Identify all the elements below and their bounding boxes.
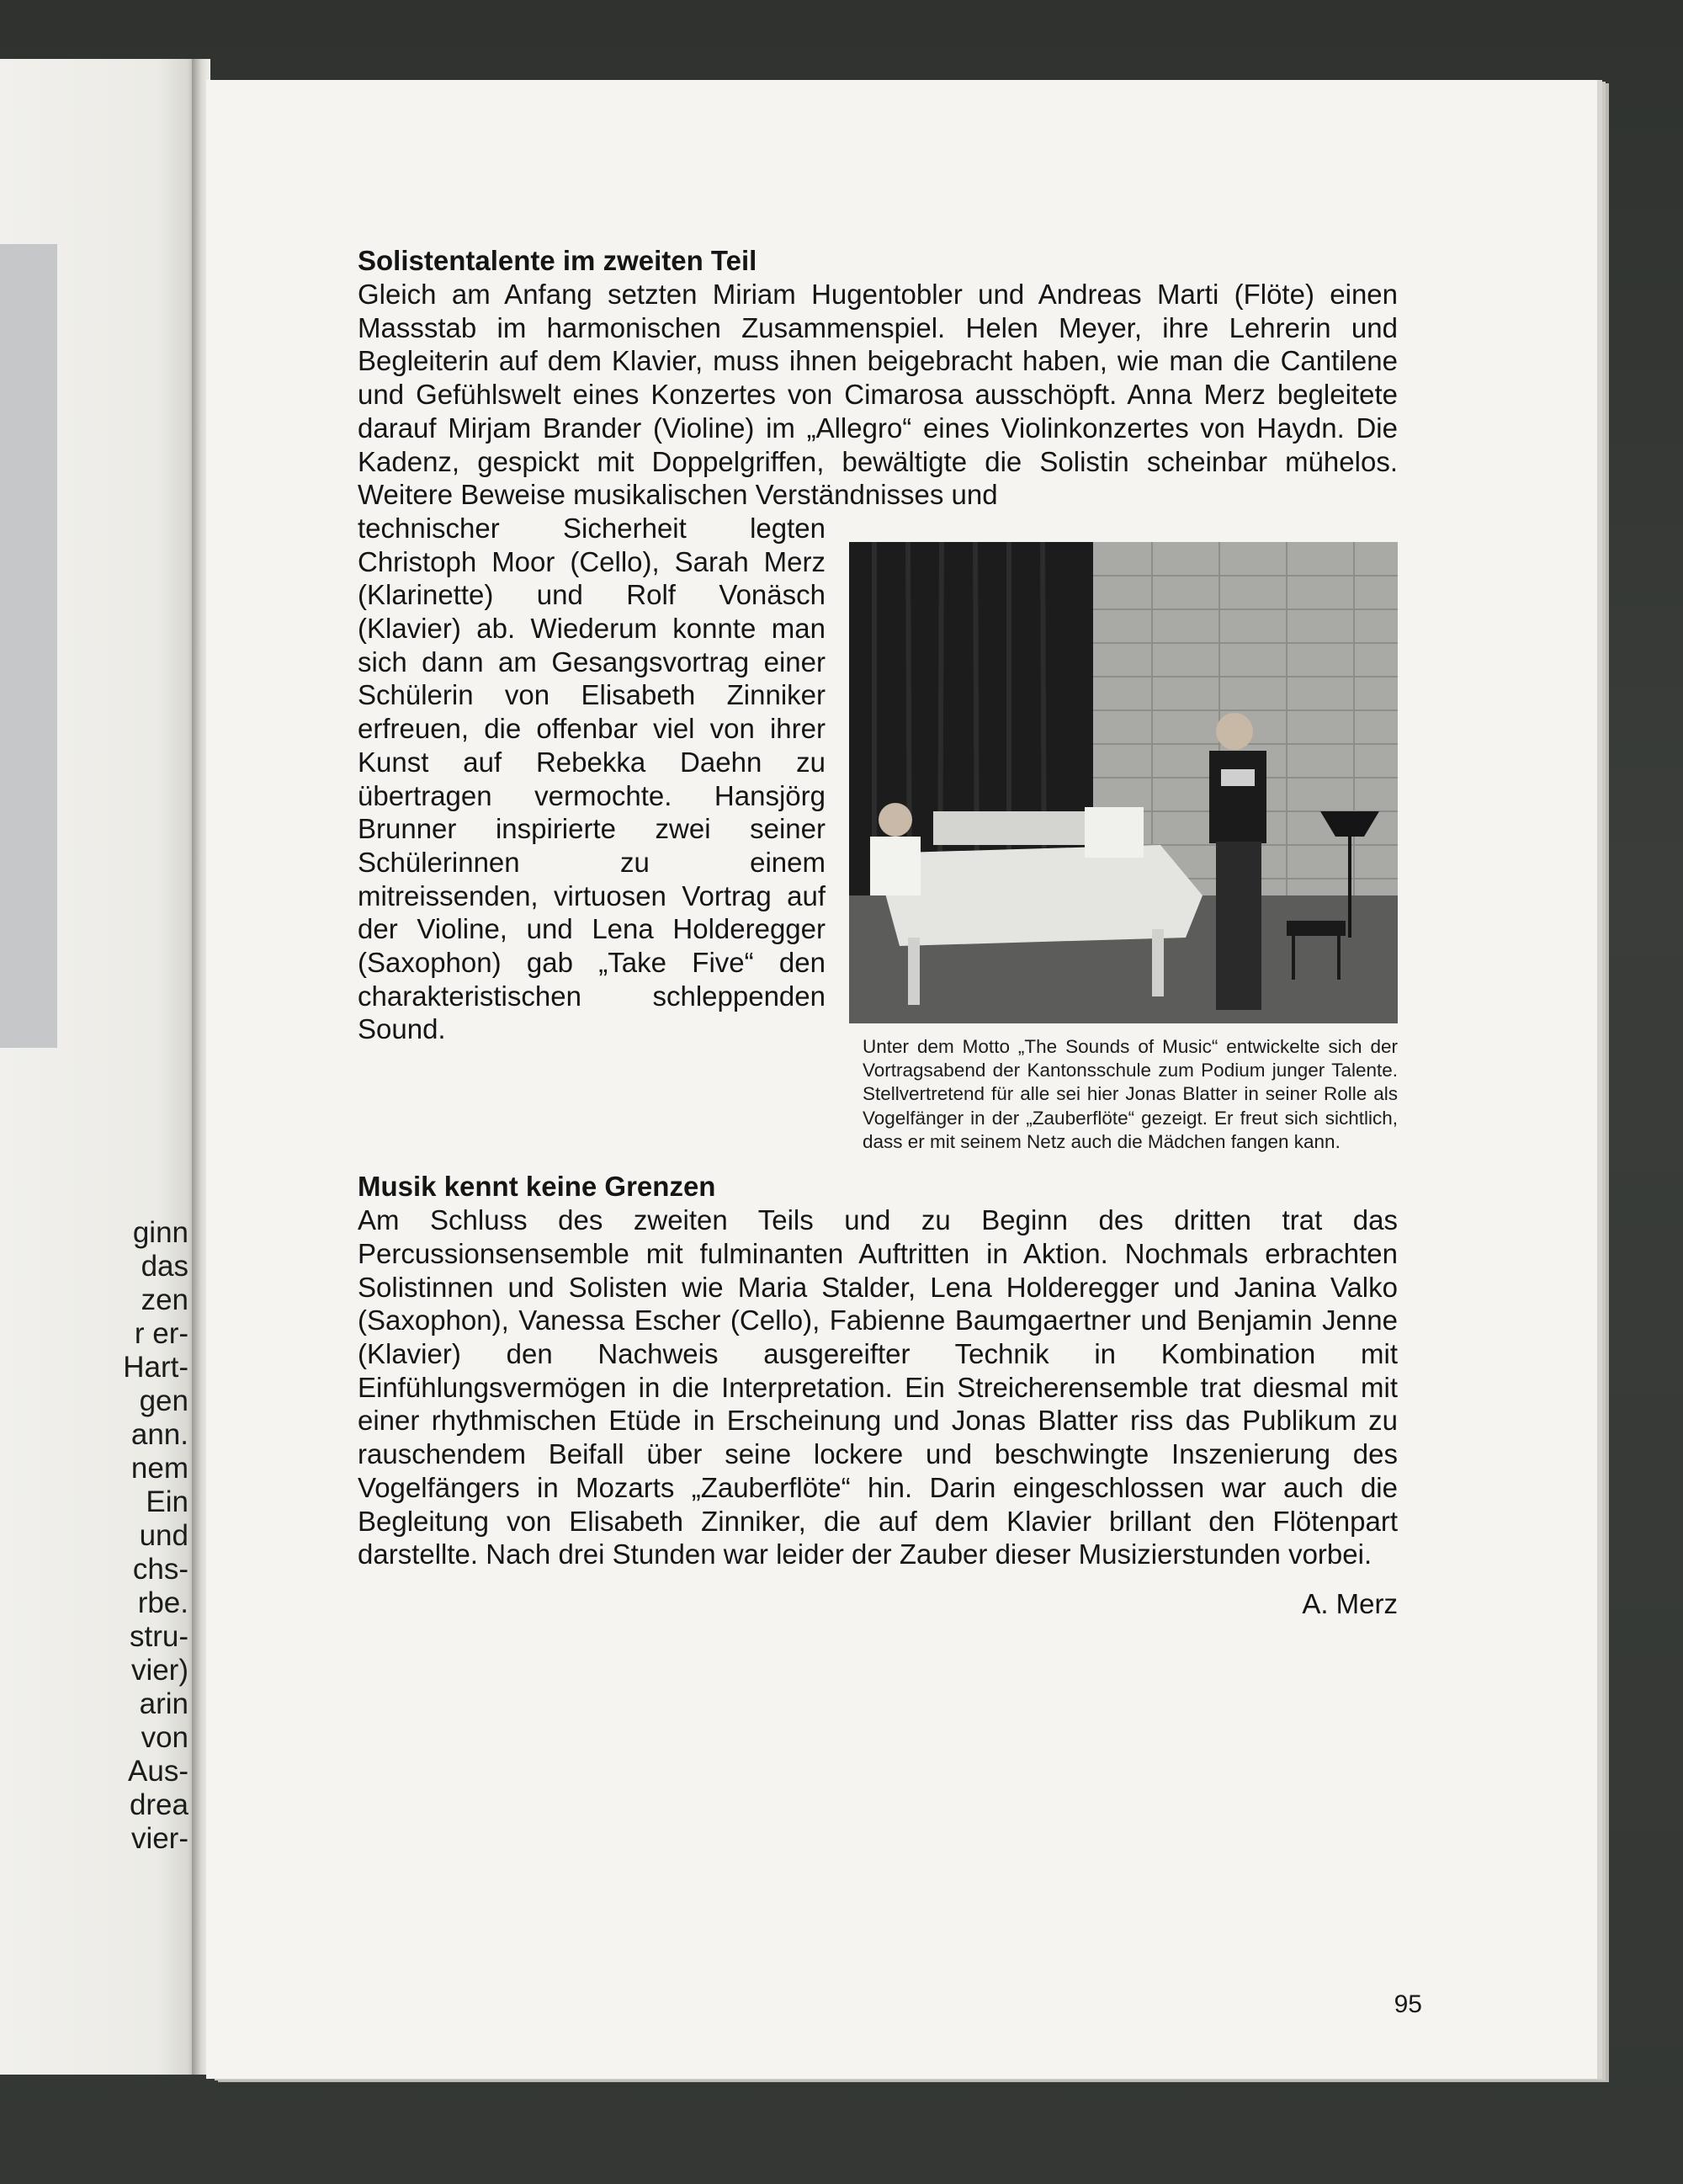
concert-photo: [849, 542, 1398, 1023]
section1-intro-paragraph: Gleich am Anfang setzten Miriam Hugentobler und Andreas Marti (Flöte) einen Massstab im harmonischen Zusammenspiel. Helen Meyer, ihre Lehrerin und Begleiterin auf dem Klavier, muss ihnen beigebracht haben, wie man die Cantilene und Gefühlswelt eines Konzertes von Cimarosa ausschöpft. Anna Merz begleitete darauf Mirjam Brander (Violine) im „Allegro“ eines Violinkonzertes von Haydn. Die Kadenz, gespickt mit Doppelgriffen, bewältigte die Solistin scheinbar mühelos. Weitere Beweise musikalischen Verständnisses und: [358, 279, 1398, 511]
magazine-page: [206, 80, 1597, 2079]
section1-continued-paragraph: technischer Sicherheit legten Christoph Moor (Cello), Sarah Merz (Klarinette) und Rolf Vonäsch (Klavier) ab. Wiederum konnte man sich dann am Gesangsvortrag einer Schülerin von Elisabeth Zinniker erfreuen, die offenbar viel von ihrer Kunst auf Rebekka Daehn zu übertragen vermochte. Hansjörg Brunner inspirierte zwei seiner Schülerinnen zu einem mitreissenden, virtuosen Vortrag auf der Violine, und Lena Holderegger (Saxophon) gab „Take Five“ den charakteristischen schleppenden Sound.: [358, 512, 826, 1045]
text-fragment: gen: [139, 1384, 188, 1417]
text-fragment: vier-: [130, 1822, 188, 1855]
text-fragment: arin: [139, 1687, 188, 1720]
previous-page-text-fragments: [20, 1216, 188, 1856]
section-musik-kennt-keine-grenzen: [358, 1170, 1398, 1621]
concert-figure: [849, 542, 1398, 1154]
section-heading-musik: Musik kennt keine Grenzen: [358, 1171, 716, 1203]
text-fragment: ginn: [132, 1216, 188, 1249]
text-fragment: drea: [129, 1788, 188, 1821]
previous-page: [0, 59, 195, 2075]
text-fragment: vier): [130, 1654, 188, 1687]
text-fragment: zen: [141, 1283, 188, 1316]
text-fragment: ann.: [130, 1418, 188, 1451]
text-fragment: Hart-: [123, 1351, 188, 1384]
article: [358, 244, 1398, 1621]
page-number: 95: [1394, 1990, 1422, 2018]
text-fragment: chs-: [132, 1553, 188, 1586]
text-fragment: stru-: [130, 1620, 188, 1653]
text-fragment: r er-: [134, 1317, 188, 1350]
author-signature: A. Merz: [1302, 1587, 1398, 1619]
section2-paragraph: Am Schluss des zweiten Teils und zu Beginn des dritten trat das Percussionsensemble mit fulminanten Auftritten in Aktion. Nochmals erbrachten Solistinnen und Solisten wie Maria Stalder, Lena Holderegger und Janina Valko (Saxophon), Vanessa Escher (Cello), Fabienne Baumgaertner und Benjamin Jenne (Klavier) den Nachweis ausgereifter Technik in Kombination mit Einfühlungsvermögen in die Interpretation. Ein Streicherensemble trat diesmal mit einer rhythmischen Etüde in Erscheinung und Jonas Blatter riss das Publikum zu rauschendem Beifall über seine lockere und beschwingte Inszenierung des Vogelfängers in Mozarts „Zauberflöte“ hin. Darin eingeschlossen war auch die Begleitung von Elisabeth Zinniker, die auf dem Klavier brillant den Flötenpart darstellte. Nach drei Stunden war leider der Zauber dieser Musizierstunden vorbei.: [358, 1204, 1398, 1570]
text-fragment: von: [141, 1721, 188, 1754]
text-fragment: das: [141, 1250, 188, 1283]
section-heading-solistentalente: Solistentalente im zweiten Teil: [358, 245, 757, 276]
photo-caption: Unter dem Motto „The Sounds of Music“ entwickelte sich der Vortragsabend der Kantonsschule zum Podium junger Talente. Stellvertretend für alle sei hier Jonas Blatter in seiner Rolle als Vogelfänger in der „Zauberflöte“ gezeigt. Er freut sich sichtlich, dass er mit seinem Netz auch die Mädchen fangen kann.: [863, 1035, 1398, 1152]
text-fragment: nem: [130, 1452, 188, 1485]
text-fragment: Aus-: [128, 1755, 188, 1788]
text-fragment: und: [139, 1519, 188, 1552]
previous-page-photo-edge: [0, 244, 57, 1048]
text-fragment: rbe.: [137, 1586, 188, 1619]
text-fragment: Ein: [146, 1485, 188, 1518]
